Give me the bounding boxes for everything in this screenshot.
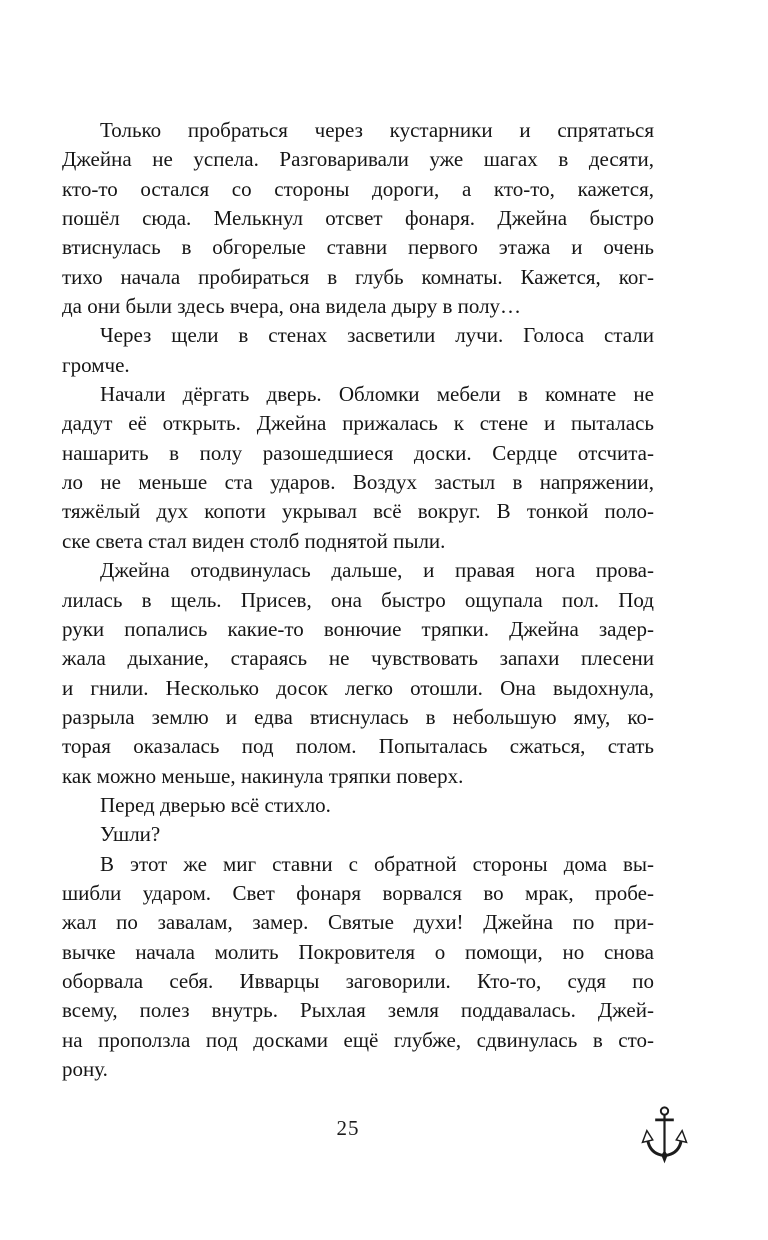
text-line: вычке начала молить Покровителя о помощи, но снова — [62, 939, 654, 964]
text-line: тяжёлый дух копоти укрывал всё вокруг. В тонкой поло- — [62, 499, 654, 524]
text-line: пошёл сюда. Мелькнул отсвет фонаря. Джейна быстро — [62, 206, 654, 231]
page-text — [62, 116, 654, 1084]
text-line: рону. — [62, 1057, 108, 1081]
text-line: да они были здесь вчера, она видела дыру в полу… — [62, 294, 522, 319]
text-line: и гнили. Несколько досок легко отошли. Она выдохнула, — [62, 675, 654, 700]
text-line: ло не меньше ста ударов. Воздух застыл в напряжении, — [62, 470, 654, 495]
text-line: ске света стал виден столб поднятой пыли. — [62, 528, 446, 553]
text-line: громче. — [62, 352, 130, 377]
text-line: Джейна не успела. Разговаривали уже шагах в десяти, — [62, 147, 654, 172]
text-line: тихо начала пробираться в глубь комнаты. Кажется, ког- — [62, 264, 654, 289]
text-line: нашарить в полу разошедшиеся доски. Сердце отсчита- — [62, 440, 654, 465]
text-line: разрыла землю и едва втиснулась в небольшую яму, ко- — [62, 704, 654, 729]
text-line: дадут её открыть. Джейна прижалась к стене и пыталась — [62, 411, 654, 436]
text-line: на проползла под досками ещё глубже, сдвинулась в сто- — [62, 1027, 654, 1052]
text-line: Начали дёргать дверь. Обломки мебели в комнате не — [100, 382, 654, 407]
text-line: оборвала себя. Ивварцы заговорили. Кто-то, судя по — [62, 968, 654, 993]
text-line: лилась в щель. Присев, она быстро ощупала пол. Под — [62, 587, 654, 612]
text-line: Джейна отодвинулась дальше, и правая нога прова- — [100, 558, 654, 583]
text-line: Через щели в стенах засветили лучи. Голоса стали — [100, 323, 654, 348]
text-line: руки попались какие-то вонючие тряпки. Джейна задер- — [62, 616, 654, 641]
text-line: В этот же миг ставни с обратной стороны дома вы- — [100, 851, 654, 876]
text-line: как можно меньше, накинула тряпки поверх. — [62, 763, 464, 788]
anchor-icon — [641, 1104, 688, 1168]
text-line: жала дыхание, стараясь не чувствовать запахи плесени — [62, 646, 654, 671]
text-line: жал по завалам, замер. Святые духи! Джейна по при- — [62, 910, 654, 935]
text-line: Ушли? — [100, 822, 161, 847]
text-line: Перед дверью всё стихло. — [100, 792, 331, 817]
text-line: втиснулась в обгорелые ставни первого этажа и очень — [62, 235, 654, 260]
text-line: кто-то остался со стороны дороги, а кто-то, кажется, — [62, 176, 654, 201]
page-number: 25 — [336, 1116, 360, 1140]
text-line: Только пробраться через кустарники и спрятаться — [100, 118, 654, 142]
text-line: всему, полез внутрь. Рыхлая земля поддавалась. Джей- — [62, 998, 654, 1023]
text-line: шибли ударом. Свет фонаря ворвался во мрак, пробе- — [62, 880, 654, 905]
text-line: торая оказалась под полом. Попыталась сжаться, стать — [62, 734, 654, 759]
